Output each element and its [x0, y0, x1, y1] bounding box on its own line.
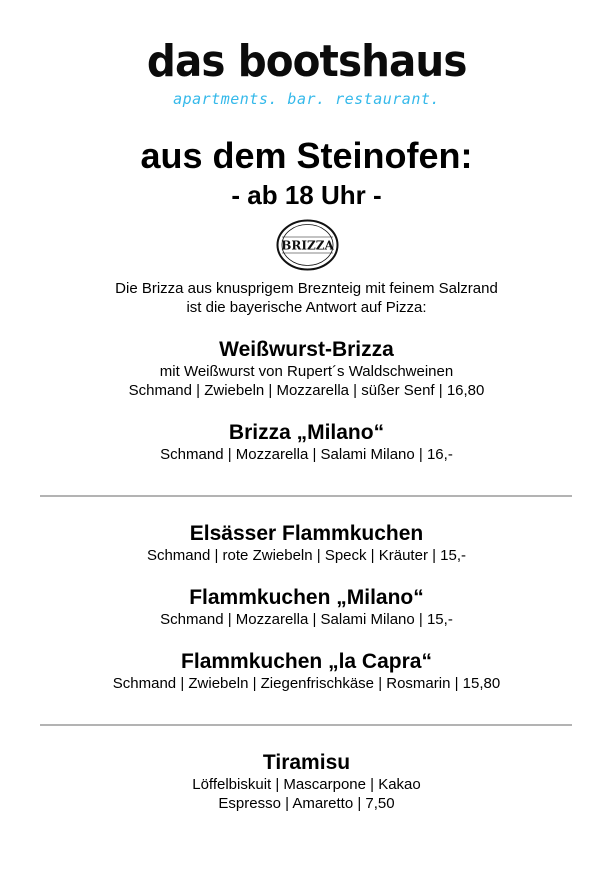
menu-item-name: Brizza „Milano“ [228, 421, 385, 444]
page-subtitle: - ab 18 Uhr - [231, 180, 382, 210]
logo-tagline: apartments. bar. restaurant. [173, 90, 440, 108]
menu-item [0, 338, 613, 400]
menu-item-description: Löffelbiskuit | Mascarpone | Kakao [192, 776, 421, 793]
page-title: aus dem Steinofen: [140, 135, 473, 176]
menu-item-description: Espresso | Amaretto | 7,50 [218, 795, 395, 812]
menu-item-description: mit Weißwurst von Rupert´s Waldschweinen [159, 363, 454, 380]
section-divider [40, 495, 572, 497]
menu-item-description: Schmand | Zwiebeln | Ziegenfrischkäse | Rosmarin | 15,80 [112, 675, 501, 692]
intro-line: ist die bayerische Antwort auf Pizza: [186, 299, 427, 316]
menu-item [0, 751, 613, 813]
logo [0, 36, 613, 108]
intro-text [0, 279, 613, 317]
menu-item-description: Schmand | Mozzarella | Salami Milano | 15,- [160, 611, 453, 628]
menu-item-description: Schmand | Mozzarella | Salami Milano | 16,- [160, 446, 453, 463]
menu-item-name: Weißwurst-Brizza [219, 338, 394, 361]
menu-item [0, 650, 613, 693]
logo-name: das bootshaus [146, 36, 467, 87]
section-divider [40, 724, 572, 726]
menu-item-name: Elsässer Flammkuchen [189, 522, 424, 545]
menu-item-name: Flammkuchen „la Capra“ [181, 650, 432, 673]
menu-item [0, 522, 613, 565]
intro-line: Die Brizza aus knusprigem Breznteig mit feinem Salzrand [115, 280, 498, 297]
badge-text: BRIZZA [281, 238, 334, 253]
menu-item-name: Tiramisu [262, 751, 351, 774]
menu-item-description: Schmand | rote Zwiebeln | Speck | Kräuter | 15,- [146, 547, 467, 564]
menu-item [0, 586, 613, 629]
brizza-badge-icon [276, 219, 339, 271]
menu-item-name: Flammkuchen „Milano“ [189, 586, 424, 609]
menu-item-description: Schmand | Zwiebeln | Mozzarella | süßer Senf | 16,80 [128, 382, 485, 399]
menu-item [0, 421, 613, 464]
